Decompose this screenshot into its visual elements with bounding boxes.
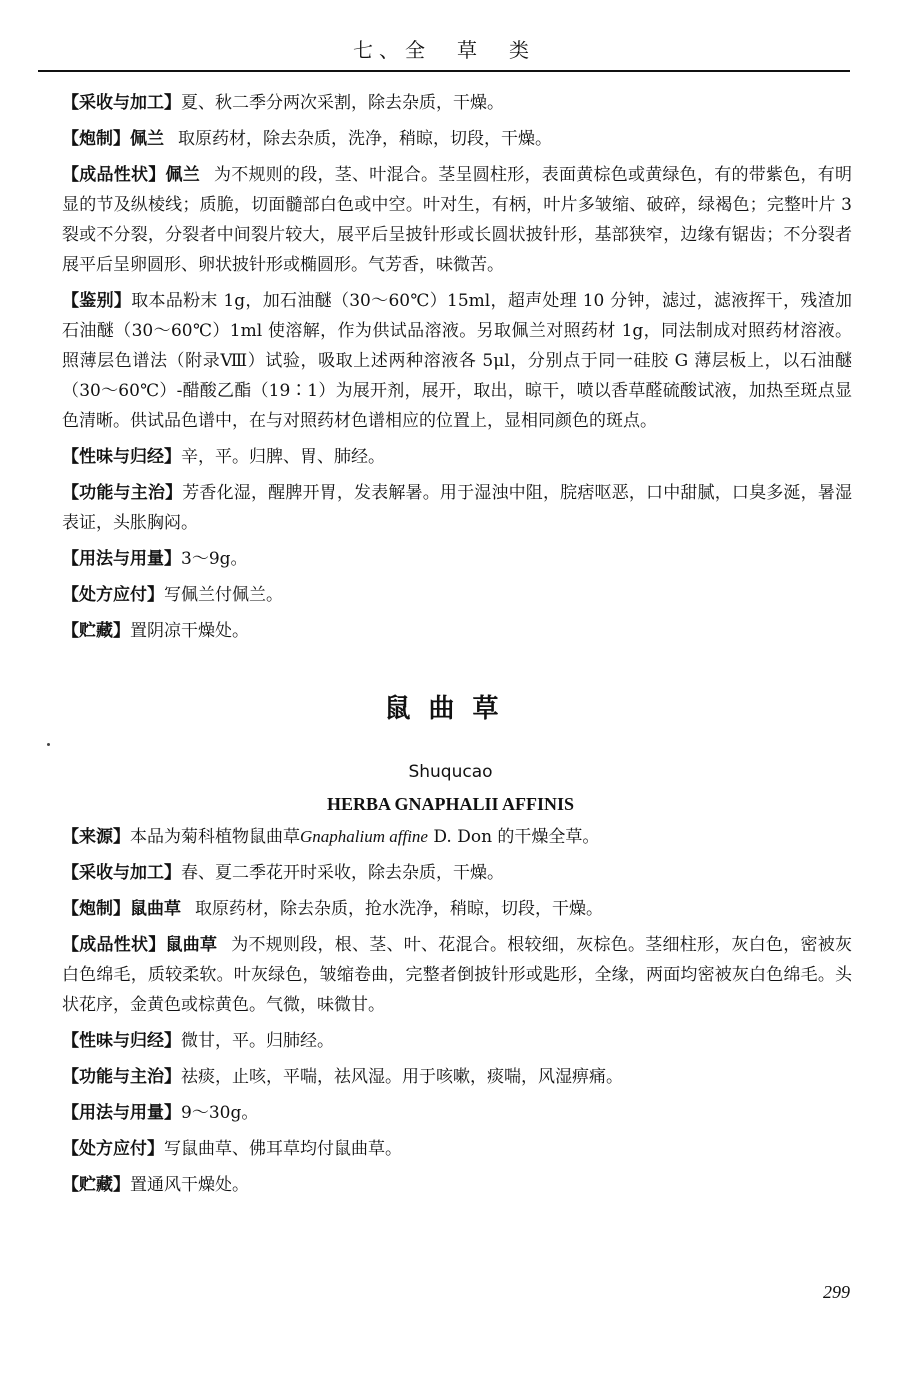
storage-paragraph: 【贮藏】置通风干燥处。: [62, 1175, 249, 1195]
species-name: Gnaphalium affine: [300, 827, 428, 846]
monograph-latin-name: HERBA GNAPHALII AFFINIS: [326, 794, 575, 814]
prescription-paragraph: 【处方应付】写佩兰付佩兰。: [62, 585, 283, 605]
source-paragraph: 【来源】本品为菊科植物鼠曲草Gnaphalium affine D. Don 的干燥全草。: [62, 827, 600, 847]
monograph-pinyin: Shuqucao: [408, 762, 493, 782]
description-paragraph: 【成品性状】佩兰 为不规则的段，茎、叶混合。茎呈圆柱形，表面黄棕色或黄绿色，有的带紫色，有明显的节及纵棱线；质脆，切面髓部白色或中空。叶对生，有柄，叶片多皱缩、破碎，绿褐色；完整叶片 3 裂或不分裂，分裂者中间裂片较大，展平后呈披针形或长圆状披针形，基部狭窄，边缘有锯齿；不分裂者展平后呈卵圆形、卵状披针形或椭圆形。气芳香，味微苦。: [62, 165, 852, 275]
shuqucao-section: [62, 822, 852, 1206]
running-header: 七、全 草 类: [353, 38, 535, 62]
page-number: 299: [823, 1282, 850, 1302]
property-paragraph: 【性味与归经】微甘，平。归肺经。: [62, 1031, 334, 1051]
prescription-paragraph: 【处方应付】写鼠曲草、佛耳草均付鼠曲草。: [62, 1139, 402, 1159]
storage-paragraph: 【贮藏】置阴凉干燥处。: [62, 621, 249, 641]
header-rule: [38, 70, 850, 72]
peilan-section: [62, 88, 852, 652]
dosage-paragraph: 【用法与用量】3～9g。: [62, 549, 248, 569]
dosage-paragraph: 【用法与用量】9～30g。: [62, 1103, 259, 1123]
function-paragraph: 【功能与主治】芳香化湿，醒脾开胃，发表解暑。用于湿浊中阻，脘痞呕恶，口中甜腻，口臭多涎，暑湿表证，头胀胸闷。: [62, 483, 853, 533]
function-paragraph: 【功能与主治】祛痰，止咳，平喘，祛风湿。用于咳嗽，痰喘，风湿痹痛。: [62, 1067, 623, 1087]
identification-paragraph: 【鉴别】取本品粉末 1g，加石油醚（30～60℃）15ml，超声处理 10 分钟，滤过，滤液挥干，残渣加石油醚（30～60℃）1ml 使溶解，作为供试品溶液。另取佩兰对照药材 1g，同法制成对照药材溶液。照薄层色谱法（附录Ⅷ）试验，吸取上述两种溶液各 5μl，分别点于同一硅胶 G 薄层板上，以石油醚（30～60℃）-醋酸乙酯（19∶1）为展开剂，展开，取出，晾干，喷以香草醛硫酸试液，加热至斑点显色清晰。供试品色谱中，在与对照药材色谱相应的位置上，显相同颜色的斑点。: [62, 291, 853, 431]
description-paragraph: 【成品性状】鼠曲草 为不规则段，根、茎、叶、花混合。根较细，灰棕色。茎细柱形，灰白色，密被灰白色绵毛，质较柔软。叶灰绿色，皱缩卷曲，完整者倒披针形或匙形，全缘，两面均密被灰白色绵毛。头状花序，金黄色或棕黄色。气微，味微甘。: [62, 935, 852, 1015]
processing-paragraph: 【炮制】鼠曲草 取原药材，除去杂质，抢水洗净，稍晾，切段，干燥。: [62, 899, 603, 919]
property-paragraph: 【性味与归经】辛，平。归脾、胃、肺经。: [62, 447, 385, 467]
monograph-title: 鼠曲草: [384, 694, 517, 724]
harvest-paragraph: 【采收与加工】春、夏二季花开时采收，除去杂质，干燥。: [62, 863, 504, 883]
harvest-paragraph: 【采收与加工】夏、秋二季分两次采割，除去杂质，干燥。: [62, 93, 504, 113]
scan-speck: [47, 743, 50, 746]
processing-paragraph: 【炮制】佩兰 取原药材，除去杂质，洗净，稍晾，切段，干燥。: [62, 129, 552, 149]
